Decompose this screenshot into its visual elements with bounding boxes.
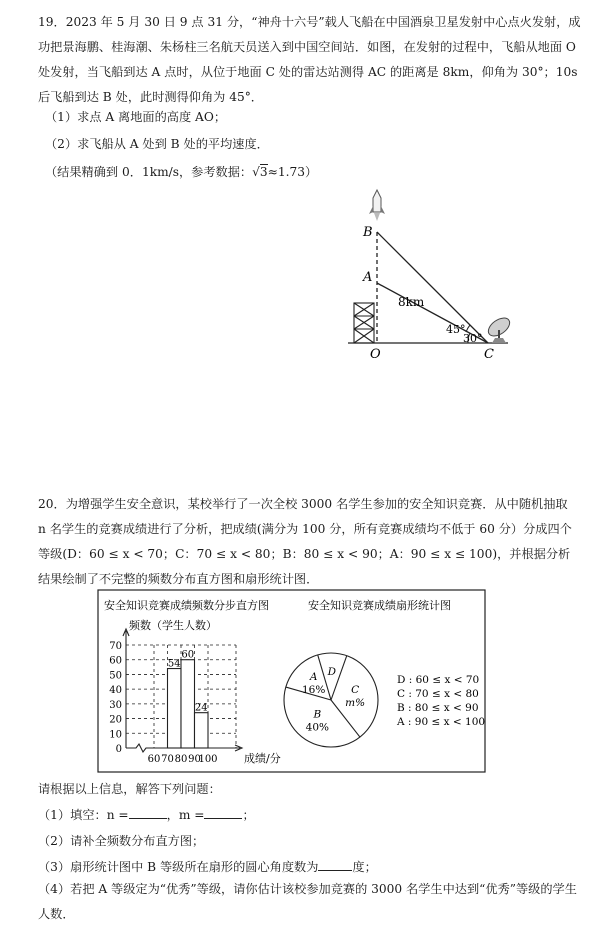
sqrt-icon: √ (252, 165, 260, 179)
q19-stem: 19．2023 年 5 月 30 日 9 点 31 分，“神舟十六号”载人飞船在中国酒泉卫星发射中心点火发射，成功把景海鹏、桂海潮、朱杨柱三名航天员送入到中国空间站．如图，在发射的过程中，飞船从地面 O 处发射，当飞船到达 A 点时，从位于地面 C 处的雷达站测得 AC 的距离是 8km，仰角为 30°；10s 后飞船到达 B 处，此时测得仰角为 45°． (38, 15, 581, 104)
q20-level-B: B：80 ≤ x < 90 (282, 547, 378, 561)
y-tick-label-10: 10 (109, 729, 122, 741)
slice-pct-A: 16% (301, 683, 326, 696)
q20-level-D: D：60 ≤ x < 70 (67, 547, 163, 561)
label-30deg: 30° (463, 332, 483, 345)
q20-part1 (38, 806, 255, 824)
label-O: O (370, 347, 381, 362)
legend-item-2: B : 80 ≤ x < 90 (397, 702, 479, 714)
label-45deg: 45° (446, 323, 466, 336)
legend-item-3: A : 90 ≤ x < 100 (397, 716, 486, 728)
q19-note-sqrt: 3 (259, 165, 268, 179)
y-tick-label-30: 30 (109, 699, 122, 711)
x-tick-label-70: 70 (161, 754, 174, 765)
histogram-title: 安全知识竞赛成绩频数分步直方图 (104, 599, 269, 612)
q20-sep-3: ； (377, 547, 390, 561)
bar-80-90 (181, 660, 195, 748)
q20-level-C: C：70 ≤ x < 80 (175, 547, 271, 561)
q20-level-A: A：90 ≤ x ≤ 100 (389, 547, 493, 561)
bar-label-70-80: 54 (167, 658, 181, 670)
angle-blank[interactable] (318, 858, 352, 871)
label-A: A (363, 270, 373, 285)
x-tick-label-60: 60 (147, 754, 161, 765)
y-tick-label-70: 70 (109, 641, 122, 652)
q20-part2: （2）请补全频数分布直方图； (38, 834, 205, 848)
label-C: C (484, 347, 494, 362)
bar-70-80 (168, 669, 182, 748)
q20-part1-c: ； (242, 808, 255, 822)
legend-item-0: D : 60 ≤ x < 70 (397, 674, 480, 686)
histogram-ylabel: 频数（学生人数） (129, 619, 217, 632)
pie-title: 安全知识竞赛成绩扇形统计图 (308, 599, 451, 612)
bar-label-80-90: 60 (181, 649, 195, 661)
q20-stem-2: )，并根据分析结果绘制了不完整的频数分布直方图和扇形统计图． (38, 547, 571, 586)
x-tick-label-80: 80 (174, 754, 188, 765)
y-tick-label-40: 40 (109, 685, 122, 697)
q20-part3 (38, 858, 377, 876)
slice-label-C: C (351, 684, 360, 697)
histogram-xlabel: 成绩/分 (244, 752, 281, 765)
bar-90-100 (195, 713, 209, 748)
slice-pct-C: m% (345, 697, 366, 710)
q20-sep-2: ； (270, 547, 283, 561)
slice-label-D: D (327, 665, 337, 678)
histogram (104, 598, 281, 765)
q20-intro: 请根据以上信息，解答下列问题： (38, 782, 221, 796)
q20-part3-b: 度； (352, 860, 377, 874)
q19-part2: （2）求飞船从 A 处到 B 处的平均速度． (45, 137, 269, 151)
label-B: B (363, 225, 373, 240)
bar-label-90-100: 24 (194, 702, 208, 714)
pie-chart (284, 598, 485, 747)
y-tick-label-20: 20 (109, 714, 122, 726)
q20-stem-1: 20．为增强学生安全意识，某校举行了一次全校 3000 名学生参加的安全知识竞赛．从中随机抽取 n 名学生的竞赛成绩进行了分析，把成绩(满分为 100 分，所有竞赛成绩均不低于 60 分）分成四个等级( (38, 497, 572, 561)
q19-note-prefix: （结果精确到 0．1km/s，参考数据： (45, 165, 253, 179)
x-tick-label-90: 90 (188, 754, 201, 765)
q20-sep-1: ； (162, 547, 176, 561)
slice-label-A: A (309, 670, 318, 683)
q19-part1: （1）求点 A 离地面的高度 AO； (45, 110, 227, 124)
y-tick-label-60: 60 (109, 655, 122, 667)
m-blank[interactable] (204, 806, 242, 819)
slice-pct-B: 40% (305, 721, 330, 734)
q20-part1-b: ，m = (166, 808, 205, 822)
q20-part1-a: （1）填空：n = (38, 808, 129, 822)
legend-item-1: C : 70 ≤ x < 80 (397, 688, 479, 700)
x-tick-label-100: 100 (198, 754, 218, 765)
label-8km: 8km (398, 295, 425, 309)
slice-label-B: B (313, 708, 322, 721)
y-tick-label-50: 50 (109, 670, 122, 682)
q20-part4: （4）若把 A 等级定为“优秀”等级，请你估计该校参加竞赛的 3000 名学生中达到“优秀”等级的学生人数． (38, 882, 577, 921)
y-tick-label-0: 0 (115, 744, 122, 755)
q20-part3-a: （3）扇形统计图中 B 等级所在扇形的圆心角度数为 (38, 860, 319, 874)
q19-note-suffix: ≈1.73） (267, 165, 318, 179)
n-blank[interactable] (129, 806, 167, 819)
